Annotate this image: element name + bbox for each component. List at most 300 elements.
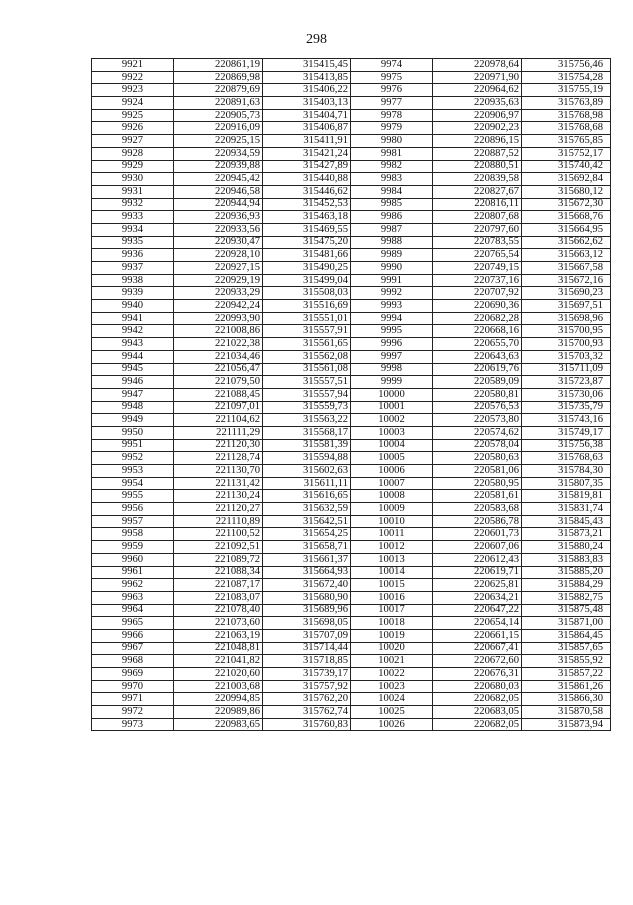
table-row [92,325,611,338]
point-number-left-cell: 9924 [92,97,174,110]
x-coordinate-left-cell: 220891,63 [174,97,263,110]
y-coordinate-right-cell: 315667,58 [522,262,611,275]
x-coordinate-right-cell: 220807,68 [433,211,522,224]
y-coordinate-left-cell: 315616,65 [263,490,351,503]
point-number-left-cell: 9932 [92,198,174,211]
x-coordinate-left-cell: 220942,24 [174,300,263,313]
point-number-right-cell: 9995 [351,325,433,338]
x-coordinate-right-cell: 220672,60 [433,655,522,668]
point-number-left-cell: 9933 [92,211,174,224]
table-row [92,693,611,706]
point-number-left-cell: 9921 [92,59,174,72]
y-coordinate-right-cell: 315663,12 [522,249,611,262]
y-coordinate-left-cell: 315551,01 [263,312,351,325]
y-coordinate-right-cell: 315855,92 [522,655,611,668]
y-coordinate-right-cell: 315885,20 [522,566,611,579]
x-coordinate-left-cell: 221073,60 [174,617,263,630]
y-coordinate-right-cell: 315662,62 [522,236,611,249]
x-coordinate-right-cell: 220668,16 [433,325,522,338]
point-number-right-cell: 10012 [351,541,433,554]
x-coordinate-right-cell: 220580,81 [433,388,522,401]
table-row [92,655,611,668]
table-row [92,287,611,300]
point-number-left-cell: 9939 [92,287,174,300]
point-number-right-cell: 10025 [351,706,433,719]
x-coordinate-right-cell: 220634,21 [433,591,522,604]
x-coordinate-right-cell: 220676,31 [433,668,522,681]
y-coordinate-right-cell: 315861,26 [522,680,611,693]
point-number-left-cell: 9942 [92,325,174,338]
point-number-right-cell: 9983 [351,173,433,186]
x-coordinate-left-cell: 221088,34 [174,566,263,579]
point-number-right-cell: 10004 [351,439,433,452]
point-number-left-cell: 9936 [92,249,174,262]
x-coordinate-left-cell: 220945,42 [174,173,263,186]
point-number-right-cell: 9987 [351,223,433,236]
point-number-right-cell: 10018 [351,617,433,630]
y-coordinate-left-cell: 315463,18 [263,211,351,224]
point-number-left-cell: 9970 [92,680,174,693]
y-coordinate-left-cell: 315698,05 [263,617,351,630]
x-coordinate-left-cell: 220936,93 [174,211,263,224]
point-number-left-cell: 9935 [92,236,174,249]
x-coordinate-right-cell: 220682,28 [433,312,522,325]
x-coordinate-left-cell: 220944,94 [174,198,263,211]
y-coordinate-left-cell: 315508,03 [263,287,351,300]
y-coordinate-right-cell: 315755,19 [522,84,611,97]
x-coordinate-right-cell: 220586,78 [433,515,522,528]
x-coordinate-right-cell: 220625,81 [433,579,522,592]
table-row [92,300,611,313]
table-row [92,122,611,135]
point-number-left-cell: 9963 [92,591,174,604]
y-coordinate-left-cell: 315762,74 [263,706,351,719]
y-coordinate-left-cell: 315490,25 [263,262,351,275]
point-number-left-cell: 9938 [92,274,174,287]
table-row [92,135,611,148]
point-number-left-cell: 9972 [92,706,174,719]
table-row [92,388,611,401]
point-number-left-cell: 9965 [92,617,174,630]
point-number-right-cell: 10010 [351,515,433,528]
point-number-left-cell: 9954 [92,477,174,490]
point-number-right-cell: 10024 [351,693,433,706]
y-coordinate-left-cell: 315654,25 [263,528,351,541]
y-coordinate-right-cell: 315723,87 [522,376,611,389]
x-coordinate-right-cell: 220749,15 [433,262,522,275]
x-coordinate-left-cell: 221022,38 [174,338,263,351]
x-coordinate-right-cell: 220655,70 [433,338,522,351]
x-coordinate-right-cell: 220797,60 [433,223,522,236]
table-row [92,553,611,566]
point-number-right-cell: 10005 [351,452,433,465]
table-row [92,338,611,351]
table-row [92,680,611,693]
y-coordinate-right-cell: 315873,21 [522,528,611,541]
x-coordinate-left-cell: 220925,15 [174,135,263,148]
x-coordinate-right-cell: 220906,97 [433,109,522,122]
table-row [92,541,611,554]
y-coordinate-left-cell: 315499,04 [263,274,351,287]
point-number-right-cell: 9999 [351,376,433,389]
y-coordinate-left-cell: 315739,17 [263,668,351,681]
point-number-right-cell: 9984 [351,185,433,198]
point-number-left-cell: 9959 [92,541,174,554]
x-coordinate-right-cell: 220589,09 [433,376,522,389]
x-coordinate-right-cell: 220682,05 [433,718,522,731]
point-number-right-cell: 10006 [351,465,433,478]
point-number-left-cell: 9923 [92,84,174,97]
point-number-left-cell: 9943 [92,338,174,351]
table-row [92,198,611,211]
point-number-left-cell: 9931 [92,185,174,198]
y-coordinate-left-cell: 315568,17 [263,426,351,439]
point-number-right-cell: 9981 [351,147,433,160]
table-row [92,312,611,325]
point-number-right-cell: 9993 [351,300,433,313]
point-number-right-cell: 10014 [351,566,433,579]
coordinates-table [91,58,611,731]
y-coordinate-left-cell: 315446,62 [263,185,351,198]
table-row [92,617,611,630]
table-row [92,477,611,490]
y-coordinate-left-cell: 315632,59 [263,503,351,516]
table-row [92,160,611,173]
point-number-left-cell: 9967 [92,642,174,655]
point-number-right-cell: 10019 [351,629,433,642]
coordinates-table-body [92,59,611,731]
x-coordinate-left-cell: 221120,27 [174,503,263,516]
table-row [92,376,611,389]
point-number-left-cell: 9969 [92,668,174,681]
x-coordinate-right-cell: 220647,22 [433,604,522,617]
point-number-left-cell: 9952 [92,452,174,465]
x-coordinate-right-cell: 220581,06 [433,465,522,478]
y-coordinate-left-cell: 315762,20 [263,693,351,706]
x-coordinate-right-cell: 220683,05 [433,706,522,719]
point-number-left-cell: 9955 [92,490,174,503]
x-coordinate-left-cell: 221079,50 [174,376,263,389]
y-coordinate-left-cell: 315452,53 [263,198,351,211]
point-number-right-cell: 9982 [351,160,433,173]
table-row [92,439,611,452]
table-row [92,84,611,97]
y-coordinate-left-cell: 315561,08 [263,363,351,376]
x-coordinate-left-cell: 221110,89 [174,515,263,528]
y-coordinate-left-cell: 315411,91 [263,135,351,148]
x-coordinate-right-cell: 220783,55 [433,236,522,249]
x-coordinate-left-cell: 220927,15 [174,262,263,275]
point-number-right-cell: 9976 [351,84,433,97]
point-number-right-cell: 9988 [351,236,433,249]
y-coordinate-left-cell: 315562,08 [263,350,351,363]
table-row [92,185,611,198]
y-coordinate-right-cell: 315880,24 [522,541,611,554]
x-coordinate-left-cell: 221048,81 [174,642,263,655]
x-coordinate-left-cell: 220933,56 [174,223,263,236]
x-coordinate-right-cell: 220607,06 [433,541,522,554]
y-coordinate-right-cell: 315672,16 [522,274,611,287]
y-coordinate-left-cell: 315421,24 [263,147,351,160]
x-coordinate-left-cell: 221088,45 [174,388,263,401]
table-row [92,249,611,262]
x-coordinate-right-cell: 220574,62 [433,426,522,439]
point-number-left-cell: 9940 [92,300,174,313]
y-coordinate-left-cell: 315661,37 [263,553,351,566]
y-coordinate-left-cell: 315680,90 [263,591,351,604]
point-number-right-cell: 9985 [351,198,433,211]
point-number-right-cell: 9997 [351,350,433,363]
point-number-left-cell: 9968 [92,655,174,668]
y-coordinate-left-cell: 315714,44 [263,642,351,655]
y-coordinate-right-cell: 315884,29 [522,579,611,592]
table-row [92,363,611,376]
point-number-right-cell: 9990 [351,262,433,275]
y-coordinate-right-cell: 315875,48 [522,604,611,617]
x-coordinate-right-cell: 220580,95 [433,477,522,490]
y-coordinate-right-cell: 315831,74 [522,503,611,516]
y-coordinate-left-cell: 315415,45 [263,59,351,72]
x-coordinate-left-cell: 221128,74 [174,452,263,465]
point-number-right-cell: 9986 [351,211,433,224]
y-coordinate-right-cell: 315754,28 [522,71,611,84]
y-coordinate-right-cell: 315711,09 [522,363,611,376]
y-coordinate-left-cell: 315406,87 [263,122,351,135]
y-coordinate-right-cell: 315768,98 [522,109,611,122]
table-row [92,147,611,160]
table-row [92,262,611,275]
point-number-right-cell: 10001 [351,401,433,414]
x-coordinate-right-cell: 220690,36 [433,300,522,313]
x-coordinate-right-cell: 220707,92 [433,287,522,300]
y-coordinate-left-cell: 315475,20 [263,236,351,249]
y-coordinate-left-cell: 315440,88 [263,173,351,186]
point-number-right-cell: 10020 [351,642,433,655]
point-number-right-cell: 10013 [351,553,433,566]
x-coordinate-right-cell: 220654,14 [433,617,522,630]
table-row [92,668,611,681]
y-coordinate-left-cell: 315658,71 [263,541,351,554]
x-coordinate-left-cell: 221131,42 [174,477,263,490]
y-coordinate-left-cell: 315642,51 [263,515,351,528]
x-coordinate-left-cell: 220861,19 [174,59,263,72]
x-coordinate-right-cell: 220682,05 [433,693,522,706]
y-coordinate-left-cell: 315563,22 [263,414,351,427]
point-number-left-cell: 9929 [92,160,174,173]
x-coordinate-right-cell: 220880,51 [433,160,522,173]
table-row [92,629,611,642]
x-coordinate-left-cell: 220929,19 [174,274,263,287]
point-number-right-cell: 9974 [351,59,433,72]
y-coordinate-right-cell: 315697,51 [522,300,611,313]
point-number-left-cell: 9960 [92,553,174,566]
point-number-right-cell: 10021 [351,655,433,668]
x-coordinate-right-cell: 220765,54 [433,249,522,262]
point-number-right-cell: 9994 [351,312,433,325]
x-coordinate-right-cell: 220902,23 [433,122,522,135]
x-coordinate-right-cell: 220578,04 [433,439,522,452]
point-number-left-cell: 9950 [92,426,174,439]
y-coordinate-left-cell: 315413,85 [263,71,351,84]
x-coordinate-right-cell: 220978,64 [433,59,522,72]
table-row [92,236,611,249]
point-number-left-cell: 9926 [92,122,174,135]
point-number-left-cell: 9951 [92,439,174,452]
point-number-right-cell: 9991 [351,274,433,287]
y-coordinate-right-cell: 315740,42 [522,160,611,173]
y-coordinate-right-cell: 315752,17 [522,147,611,160]
y-coordinate-right-cell: 315756,46 [522,59,611,72]
point-number-right-cell: 10023 [351,680,433,693]
point-number-right-cell: 10007 [351,477,433,490]
table-row [92,465,611,478]
x-coordinate-right-cell: 220887,52 [433,147,522,160]
y-coordinate-right-cell: 315668,76 [522,211,611,224]
x-coordinate-left-cell: 221130,70 [174,465,263,478]
x-coordinate-right-cell: 220619,71 [433,566,522,579]
x-coordinate-right-cell: 220935,63 [433,97,522,110]
point-number-left-cell: 9946 [92,376,174,389]
y-coordinate-right-cell: 315700,95 [522,325,611,338]
table-row [92,579,611,592]
x-coordinate-left-cell: 221008,86 [174,325,263,338]
point-number-right-cell: 9989 [351,249,433,262]
point-number-right-cell: 9978 [351,109,433,122]
point-number-right-cell: 10011 [351,528,433,541]
point-number-left-cell: 9973 [92,718,174,731]
point-number-right-cell: 10009 [351,503,433,516]
x-coordinate-right-cell: 220619,76 [433,363,522,376]
y-coordinate-right-cell: 315749,17 [522,426,611,439]
table-row [92,71,611,84]
y-coordinate-left-cell: 315557,91 [263,325,351,338]
x-coordinate-left-cell: 221097,01 [174,401,263,414]
y-coordinate-right-cell: 315866,30 [522,693,611,706]
x-coordinate-left-cell: 221089,72 [174,553,263,566]
point-number-left-cell: 9937 [92,262,174,275]
y-coordinate-left-cell: 315581,39 [263,439,351,452]
x-coordinate-left-cell: 220905,73 [174,109,263,122]
x-coordinate-right-cell: 220661,15 [433,629,522,642]
table-row [92,109,611,122]
point-number-left-cell: 9962 [92,579,174,592]
y-coordinate-right-cell: 315819,81 [522,490,611,503]
x-coordinate-left-cell: 221083,07 [174,591,263,604]
table-row [92,350,611,363]
x-coordinate-left-cell: 221120,30 [174,439,263,452]
x-coordinate-right-cell: 220839,58 [433,173,522,186]
y-coordinate-left-cell: 315707,09 [263,629,351,642]
point-number-left-cell: 9944 [92,350,174,363]
y-coordinate-left-cell: 315559,73 [263,401,351,414]
x-coordinate-right-cell: 220816,11 [433,198,522,211]
table-row [92,706,611,719]
y-coordinate-left-cell: 315611,11 [263,477,351,490]
y-coordinate-right-cell: 315692,84 [522,173,611,186]
page-number: 298 [306,32,327,47]
point-number-right-cell: 10015 [351,579,433,592]
x-coordinate-left-cell: 220933,29 [174,287,263,300]
x-coordinate-left-cell: 220930,47 [174,236,263,249]
table-row [92,211,611,224]
y-coordinate-right-cell: 315768,63 [522,452,611,465]
point-number-left-cell: 9953 [92,465,174,478]
y-coordinate-right-cell: 315700,93 [522,338,611,351]
table-row [92,452,611,465]
point-number-right-cell: 10026 [351,718,433,731]
y-coordinate-right-cell: 315735,79 [522,401,611,414]
y-coordinate-right-cell: 315864,45 [522,629,611,642]
y-coordinate-right-cell: 315765,85 [522,135,611,148]
y-coordinate-left-cell: 315718,85 [263,655,351,668]
y-coordinate-left-cell: 315481,66 [263,249,351,262]
y-coordinate-right-cell: 315807,35 [522,477,611,490]
x-coordinate-right-cell: 220737,16 [433,274,522,287]
x-coordinate-left-cell: 221056,47 [174,363,263,376]
x-coordinate-right-cell: 220896,15 [433,135,522,148]
point-number-left-cell: 9934 [92,223,174,236]
y-coordinate-right-cell: 315730,06 [522,388,611,401]
y-coordinate-left-cell: 315516,69 [263,300,351,313]
y-coordinate-left-cell: 315557,51 [263,376,351,389]
x-coordinate-left-cell: 220946,58 [174,185,263,198]
point-number-right-cell: 9977 [351,97,433,110]
x-coordinate-left-cell: 220989,86 [174,706,263,719]
x-coordinate-left-cell: 220879,69 [174,84,263,97]
x-coordinate-right-cell: 220971,90 [433,71,522,84]
x-coordinate-left-cell: 221063,19 [174,629,263,642]
x-coordinate-left-cell: 221020,60 [174,668,263,681]
table-row [92,59,611,72]
point-number-right-cell: 9992 [351,287,433,300]
x-coordinate-right-cell: 220581,61 [433,490,522,503]
y-coordinate-left-cell: 315757,92 [263,680,351,693]
point-number-left-cell: 9947 [92,388,174,401]
point-number-left-cell: 9966 [92,629,174,642]
x-coordinate-right-cell: 220573,80 [433,414,522,427]
y-coordinate-right-cell: 315883,83 [522,553,611,566]
y-coordinate-right-cell: 315768,68 [522,122,611,135]
point-number-right-cell: 10000 [351,388,433,401]
y-coordinate-right-cell: 315857,22 [522,668,611,681]
point-number-left-cell: 9957 [92,515,174,528]
x-coordinate-left-cell: 220869,98 [174,71,263,84]
y-coordinate-left-cell: 315403,13 [263,97,351,110]
table-row [92,426,611,439]
y-coordinate-left-cell: 315557,94 [263,388,351,401]
point-number-left-cell: 9964 [92,604,174,617]
point-number-left-cell: 9945 [92,363,174,376]
x-coordinate-right-cell: 220580,63 [433,452,522,465]
y-coordinate-left-cell: 315406,22 [263,84,351,97]
point-number-left-cell: 9948 [92,401,174,414]
x-coordinate-right-cell: 220827,67 [433,185,522,198]
point-number-right-cell: 9979 [351,122,433,135]
y-coordinate-left-cell: 315594,88 [263,452,351,465]
table-row [92,604,611,617]
x-coordinate-left-cell: 220928,10 [174,249,263,262]
y-coordinate-right-cell: 315873,94 [522,718,611,731]
y-coordinate-right-cell: 315698,96 [522,312,611,325]
y-coordinate-right-cell: 315743,16 [522,414,611,427]
point-number-left-cell: 9922 [92,71,174,84]
y-coordinate-right-cell: 315870,58 [522,706,611,719]
y-coordinate-right-cell: 315763,89 [522,97,611,110]
x-coordinate-left-cell: 220994,85 [174,693,263,706]
x-coordinate-right-cell: 220643,63 [433,350,522,363]
table-row [92,718,611,731]
x-coordinate-left-cell: 220916,09 [174,122,263,135]
